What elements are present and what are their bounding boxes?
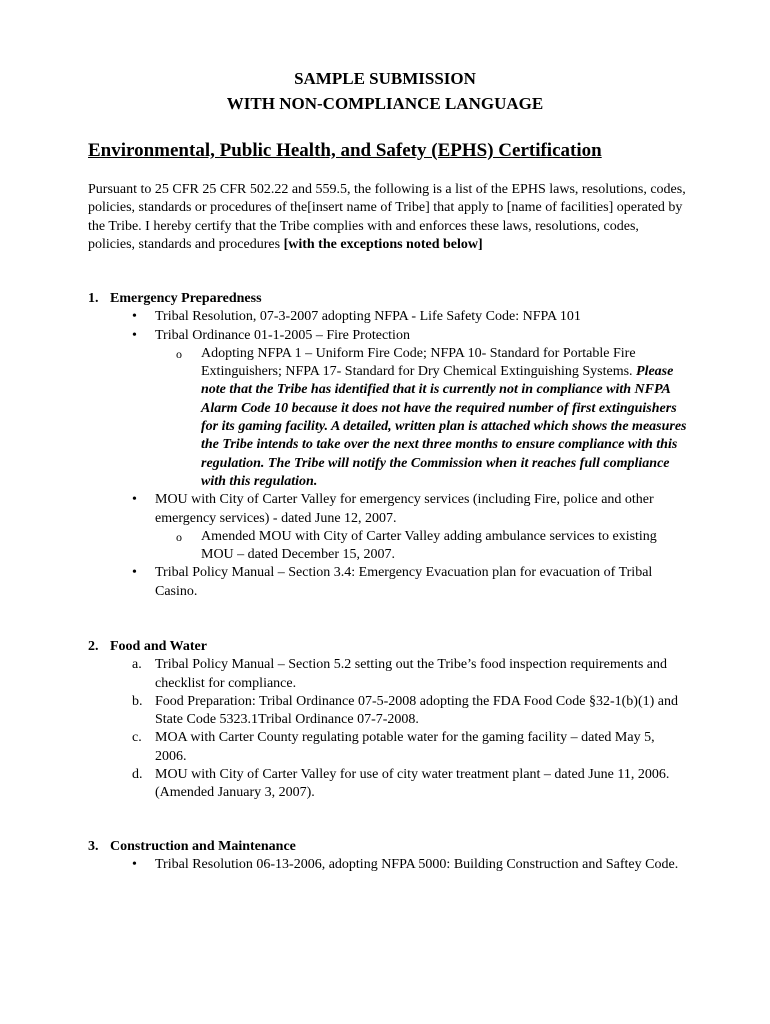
intro-text: Pursuant to 25 CFR 25 CFR 502.22 and 559.5, the following is a list of the EPHS laws, resolutions, codes, policies, standards or procedures of the[insert name of Tribe] that apply to [name of facilities] operated by the Tribe. I hereby certify that the Tribe complies with and enforces these laws, resolutions, codes, policies, standards and procedures: [88, 182, 686, 252]
bullet-marker: •: [132, 327, 137, 343]
item-text: MOU with City of Carter Valley for use of city water treatment plant – dated June 11, 2006. (Amended January 3, 2007).: [155, 767, 670, 801]
list-item: [88, 491, 688, 528]
item-text: Amended MOU with City of Carter Valley adding ambulance services to existing MOU – dated December 15, 2007.: [201, 528, 657, 563]
list-item: [88, 766, 688, 803]
list-item: [88, 729, 688, 766]
list-item: [88, 327, 688, 345]
list-item: [88, 656, 688, 693]
section-food-and-water: [88, 638, 688, 803]
title-line-2: WITH NON-COMPLIANCE LANGUAGE: [226, 94, 544, 113]
bullet-marker: •: [132, 565, 137, 581]
item-text: Tribal Resolution, 07-3-2007 adopting NFPA - Life Safety Code: NFPA 101: [155, 309, 581, 325]
sub-list-item: [88, 528, 688, 565]
section-number: 3.: [88, 839, 99, 854]
title-line-1: SAMPLE SUBMISSION: [294, 69, 476, 88]
list-letter: a.: [132, 657, 142, 673]
bullet-marker: •: [132, 492, 137, 508]
intro-paragraph: [88, 181, 688, 254]
section-title: Emergency Preparedness: [110, 291, 262, 306]
list-item: [88, 564, 688, 601]
list-letter: d.: [132, 767, 143, 783]
item-text: Tribal Policy Manual – Section 5.2 setting out the Tribe’s food inspection requirements and checklist for compliance.: [155, 657, 667, 691]
document-title: [0, 66, 770, 116]
list-item: [88, 856, 688, 874]
list-letter: c.: [132, 730, 142, 746]
non-compliance-note: Please note that the Tribe has identified that it is currently not in compliance with NFPA Alarm Code 10 because it does not have the required number of first extinguishers for its gaming facility. A detailed, written plan is attached which shows the measures the Tribe intends to take over the next three months to ensure compliance with this regulation. The Tribe will notify the Commission when it reaches full compliance with this regulation.: [201, 364, 687, 489]
document-subtitle: Environmental, Public Health, and Safety (EPHS) Certification: [88, 140, 602, 161]
item-text: MOU with City of Carter Valley for emergency services (including Fire, police and other emergency services) - dated June 12, 2007.: [155, 492, 654, 526]
section-heading: [88, 290, 688, 308]
section-heading: [88, 838, 688, 856]
sub-list-item: [88, 345, 688, 491]
item-text: MOA with Carter County regulating potable water for the gaming facility – dated May 5, 2006.: [155, 730, 655, 764]
section-title: Construction and Maintenance: [110, 839, 296, 854]
item-text: Food Preparation: Tribal Ordinance 07-5-2008 adopting the FDA Food Code §32-1(b)(1) and State Code 5323.1Tribal Ordinance 07-7-2008.: [155, 693, 678, 728]
bullet-marker: •: [132, 309, 137, 325]
intro-bold: [with the exceptions noted below]: [283, 236, 483, 252]
list-item: [88, 308, 688, 326]
section-construction-and-maintenance: [88, 838, 688, 875]
section-heading: [88, 638, 688, 656]
item-text: Tribal Ordinance 01-1-2005 – Fire Protection: [155, 327, 410, 343]
item-text: Tribal Resolution 06-13-2006, adopting NFPA 5000: Building Construction and Saftey Code.: [155, 857, 679, 873]
section-title: Food and Water: [110, 639, 207, 654]
section-emergency-preparedness: [88, 290, 688, 601]
sub-marker: o: [176, 529, 182, 544]
section-number: 2.: [88, 639, 99, 654]
list-letter: b.: [132, 693, 143, 709]
section-number: 1.: [88, 291, 99, 306]
list-item: [88, 693, 688, 730]
item-text: Tribal Policy Manual – Section 3.4: Emergency Evacuation plan for evacuation of Tribal Casino.: [155, 565, 653, 599]
bullet-marker: •: [132, 857, 137, 873]
sub-marker: o: [176, 346, 182, 361]
item-text: Adopting NFPA 1 – Uniform Fire Code; NFPA 10- Standard for Portable Fire Extinguishers; NFPA 17- Standard for Dry Chemical Extinguishing Systems.: [201, 345, 636, 380]
